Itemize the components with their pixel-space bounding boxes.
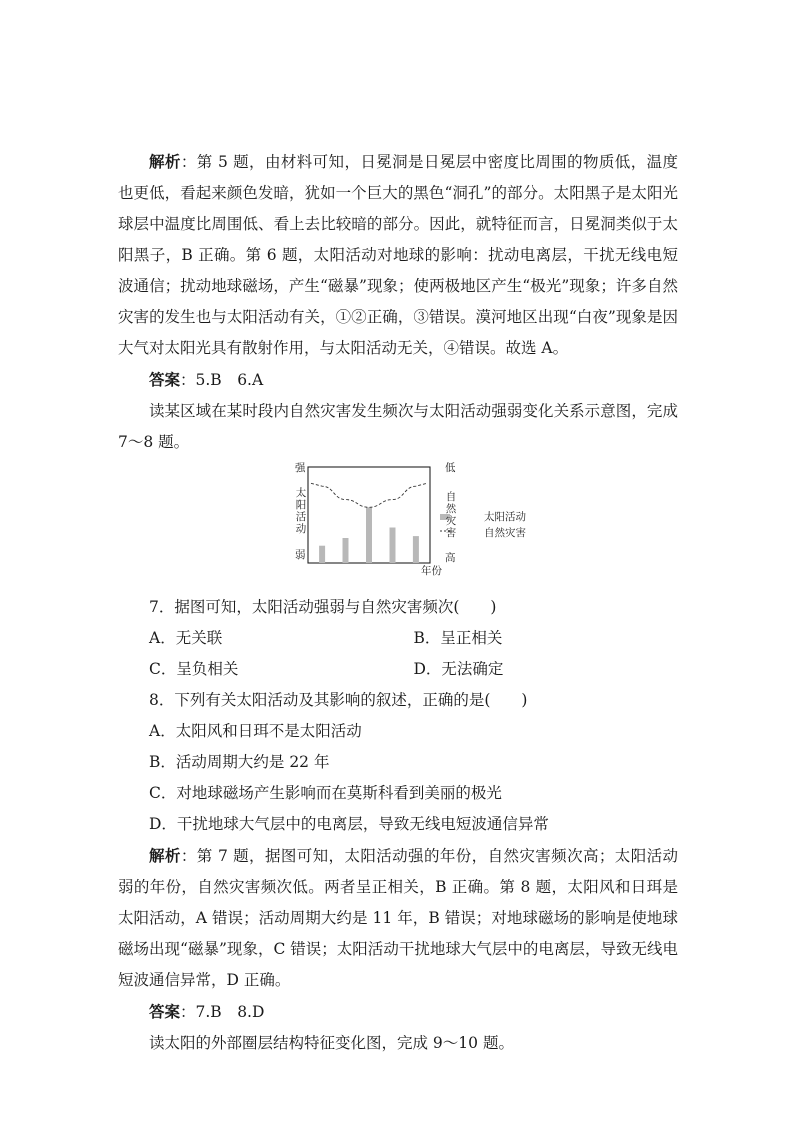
disaster-curve (311, 483, 427, 507)
answer-lead: 答案 (149, 1002, 181, 1021)
q7-options-row1 (118, 623, 678, 654)
legend-bar-label: 太阳活动 (484, 511, 526, 523)
chart-svg (288, 464, 548, 588)
q7-option-c: C．呈负相关 (149, 660, 239, 678)
solar-disaster-chart (118, 464, 678, 588)
q8-option-b: B．活动周期大约是 22 年 (149, 753, 330, 771)
q8-option-c: C．对地球磁场产生影响而在莫斯科看到美丽的极光 (149, 784, 502, 802)
left-bottom-label: 弱 (295, 549, 306, 561)
left-top-label: 强 (295, 462, 306, 474)
q8-stem: 8．下列有关太阳活动及其影响的叙述，正确的是( ) (149, 691, 528, 709)
q7-stem: 7．据图可知，太阳活动强弱与自然灾害频次( ) (149, 598, 497, 616)
analysis-5-6 (118, 146, 678, 364)
legend-line-label: 自然灾害 (484, 527, 526, 539)
intro-9-10: 读太阳的外部圈层结构特征变化图，完成 9～10 题。 (149, 1034, 514, 1052)
answer-lead: 答案 (149, 370, 181, 389)
right-top-label: 低 (445, 462, 456, 474)
right-bottom-label: 高 (445, 552, 456, 564)
document-page (118, 146, 678, 1059)
analysis-7-8 (118, 840, 678, 996)
analysis-text: ：第 7 题，据图可知，太阳活动强的年份，自然灾害频次高；太阳活动弱的年份，自然灾害频次低。两者呈正相关，B 正确。第 8 题，太阳风和日珥是太阳活动，A 错误；活动周期大约是 11 年，B 错误；对地球磁场的影响是使地球磁场出现“磁暴”现象，C 错误；太阳活动干扰地球大气层中的电离层，导致无线电短波通信异常，D 正确。 (118, 847, 678, 989)
q7-option-b: B．呈正相关 (413, 629, 503, 647)
q7-option-a: A．无关联 (149, 629, 223, 647)
q7-option-d: D．无法确定 (413, 660, 504, 678)
answer-text: ：7.B 8.D (180, 1003, 265, 1021)
analysis-lead: 解析 (149, 152, 181, 171)
intro-7-8: 读某区域在某时段内自然灾害发生频次与太阳活动强弱变化关系示意图，完成 7～8 题。 (118, 402, 678, 451)
solar-activity-bar (413, 536, 419, 563)
x-axis-label: 年份 (421, 565, 442, 577)
solar-activity-bar (343, 538, 349, 563)
answer-text: ：5.B 6.A (180, 371, 264, 389)
answer-7-8 (118, 996, 678, 1028)
answer-5-6 (118, 364, 678, 396)
analysis-text: ：第 5 题，由材料可知，日冕洞是日冕层中密度比周围的物质低，温度也更低，看起来颜色发暗，犹如一个巨大的黑色“洞孔”的部分。太阳黑子是太阳光球层中温度比周围低、看上去比较暗的部分。因此，就特征而言，日冕洞类似于太阳黑子，B 正确。第 6 题，太阳活动对地球的影响：扰动电离层，干扰无线电短波通信；扰动地球磁场，产生“磁暴”现象；使两极地区产生“极光”现象；许多自然灾害的发生也与太阳活动有关，①②正确，③错误。漠河地区出现“白夜”现象是因大气对太阳光具有散射作用，与太阳活动无关，④错误。故选 A。 (118, 153, 678, 357)
q8-option-a: A．太阳风和日珥不是太阳活动 (149, 722, 362, 740)
left-axis-label: 太阳活动 (295, 487, 307, 535)
q7-options-row2 (118, 654, 678, 685)
analysis-lead: 解析 (149, 846, 181, 865)
right-axis-label: 自然灾害 (445, 491, 457, 539)
solar-activity-bar (366, 507, 372, 563)
solar-activity-bar (319, 546, 325, 563)
q8-option-d: D．干扰地球大气层中的电离层，导致无线电短波通信异常 (149, 815, 549, 833)
solar-activity-bar (390, 528, 396, 564)
